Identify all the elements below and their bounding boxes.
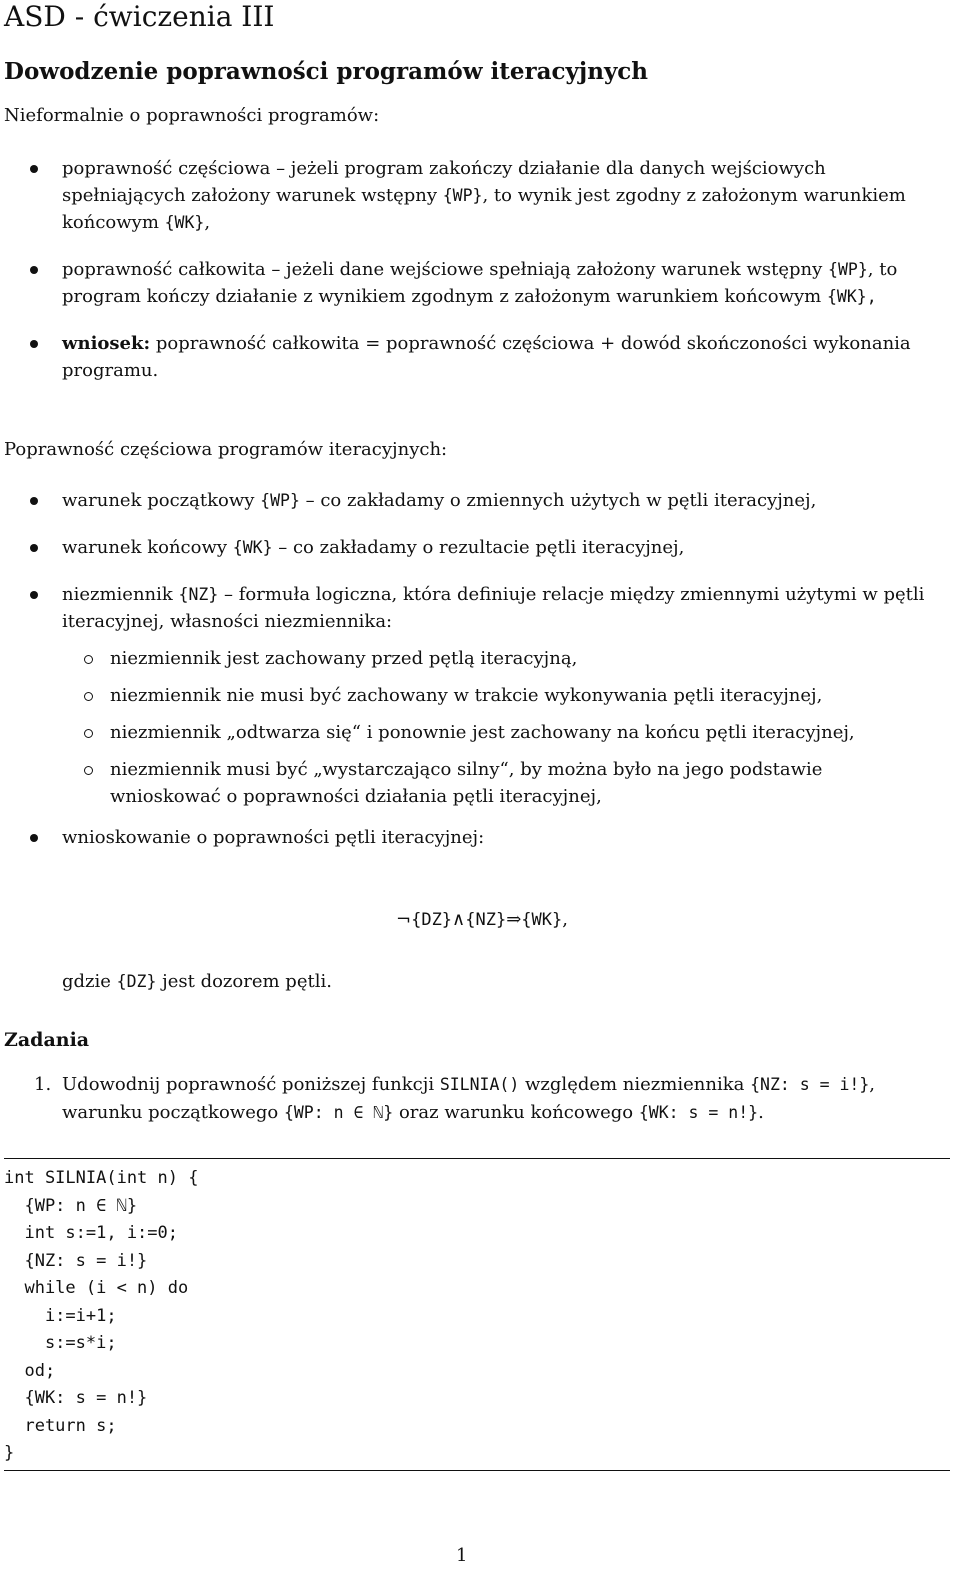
guard-note: gdzie {DZ} jest dozorem pętli. <box>62 971 332 992</box>
informal-intro: Nieformalnie o poprawności programów: <box>4 105 380 126</box>
code-bottom-rule <box>4 1470 950 1471</box>
list-item: poprawność całkowita – jeżeli dane wejściowe spełniają założony warunek wstępny {WP}, to program kończy działanie z wynikiem zgodnym z założonym warunkiem końcowym {WK}, <box>4 256 934 310</box>
list-item: niezmiennik jest zachowany przed pętlą iteracyjną, <box>62 645 934 672</box>
code-line: int s:=1, i:=0; <box>4 1223 178 1243</box>
code-line: {NZ: s = i!} <box>4 1250 148 1271</box>
bullet-icon <box>30 544 38 552</box>
list-item: niezmiennik {NZ} – formuła logiczna, która definiuje relacje między zmiennymi użytymi w pętli iteracyjnej, własności niezmiennika: niezmiennik jest zachowany przed pętlą iteracyjną, niezmiennik nie musi być zachowany w trakcie wykonywania pętli iteracyjnej, niezmiennik „odtwarza się“ i ponownie jest zachowany na końcu pętli iteracyjnej, niezmiennik musi być „wystarczająco silny“, by można było na jego podstawie wnioskować o poprawności działania pętli iteracyjnej, <box>4 581 934 810</box>
bullet-icon <box>30 165 38 173</box>
section-title: Dowodzenie poprawności programów iteracyjnych <box>4 58 649 85</box>
code-top-rule <box>4 1158 950 1159</box>
code-line: while (i < n) do <box>4 1278 189 1298</box>
code-line: {WP: n ∈ ℕ} <box>4 1195 138 1216</box>
code-line: od; <box>4 1360 56 1381</box>
bullet-icon <box>30 834 38 842</box>
task-1 <box>34 1071 934 1127</box>
circle-bullet-icon <box>84 729 93 738</box>
list-item: wnioskowanie o poprawności pętli iteracyjnej: <box>4 824 934 851</box>
circle-bullet-icon <box>84 766 93 775</box>
partial-intro: Poprawność częściowa programów iteracyjnych: <box>4 439 448 460</box>
code-line: s:=s*i; <box>4 1333 117 1353</box>
bullet-icon <box>30 497 38 505</box>
tasks-heading: Zadania <box>4 1029 90 1051</box>
invariant-properties-list <box>62 645 934 810</box>
page-number: 1 <box>456 1545 468 1566</box>
list-item: warunek początkowy {WP} – co zakładamy o zmiennych użytych w pętli iteracyjnej, <box>4 487 934 514</box>
correctness-formula: ¬{DZ}∧{NZ}⇒{WK}, <box>396 909 568 930</box>
code-line: } <box>4 1443 15 1463</box>
list-item: niezmiennik „odtwarza się“ i ponownie jest zachowany na końcu pętli iteracyjnej, <box>62 719 934 746</box>
circle-bullet-icon <box>84 655 93 664</box>
code-listing <box>4 1165 198 1468</box>
code-line: i:=i+1; <box>4 1305 117 1326</box>
task-number: 1. <box>34 1074 52 1095</box>
list-item: wniosek: poprawność całkowita = poprawność częściowa + dowód skończoności wykonania programu. <box>4 330 934 384</box>
list-item: niezmiennik musi być „wystarczająco silny“, by można było na jego podstawie wnioskować o poprawności działania pętli iteracyjnej, <box>62 756 934 810</box>
page-title: ASD - ćwiczenia III <box>4 0 275 33</box>
list-item: niezmiennik nie musi być zachowany w trakcie wykonywania pętli iteracyjnej, <box>62 682 934 709</box>
partial-list <box>4 487 934 851</box>
list-item: poprawność częściowa – jeżeli program zakończy działanie dla danych wejściowych spełniających założony warunek wstępny {WP}, to wynik jest zgodny z założonym warunkiem końcowym {WK}, <box>4 155 934 236</box>
code-line: int SILNIA(int n) { <box>4 1168 199 1188</box>
bullet-icon <box>30 266 38 274</box>
bullet-icon <box>30 591 38 599</box>
circle-bullet-icon <box>84 692 93 701</box>
list-item: warunek końcowy {WK} – co zakładamy o rezultacie pętli iteracyjnej, <box>4 534 934 561</box>
code-line: {WK: s = n!} <box>4 1388 148 1408</box>
bullet-icon <box>30 340 38 348</box>
task-text: Udowodnij poprawność poniższej funkcji SILNIA() względem niezmiennika {NZ: s = i!}, warunku początkowego {WP: n ∈ ℕ} oraz warunku końcowego {WK: s = n!}. <box>62 1074 876 1123</box>
informal-list <box>4 155 934 384</box>
code-line: return s; <box>4 1415 117 1436</box>
